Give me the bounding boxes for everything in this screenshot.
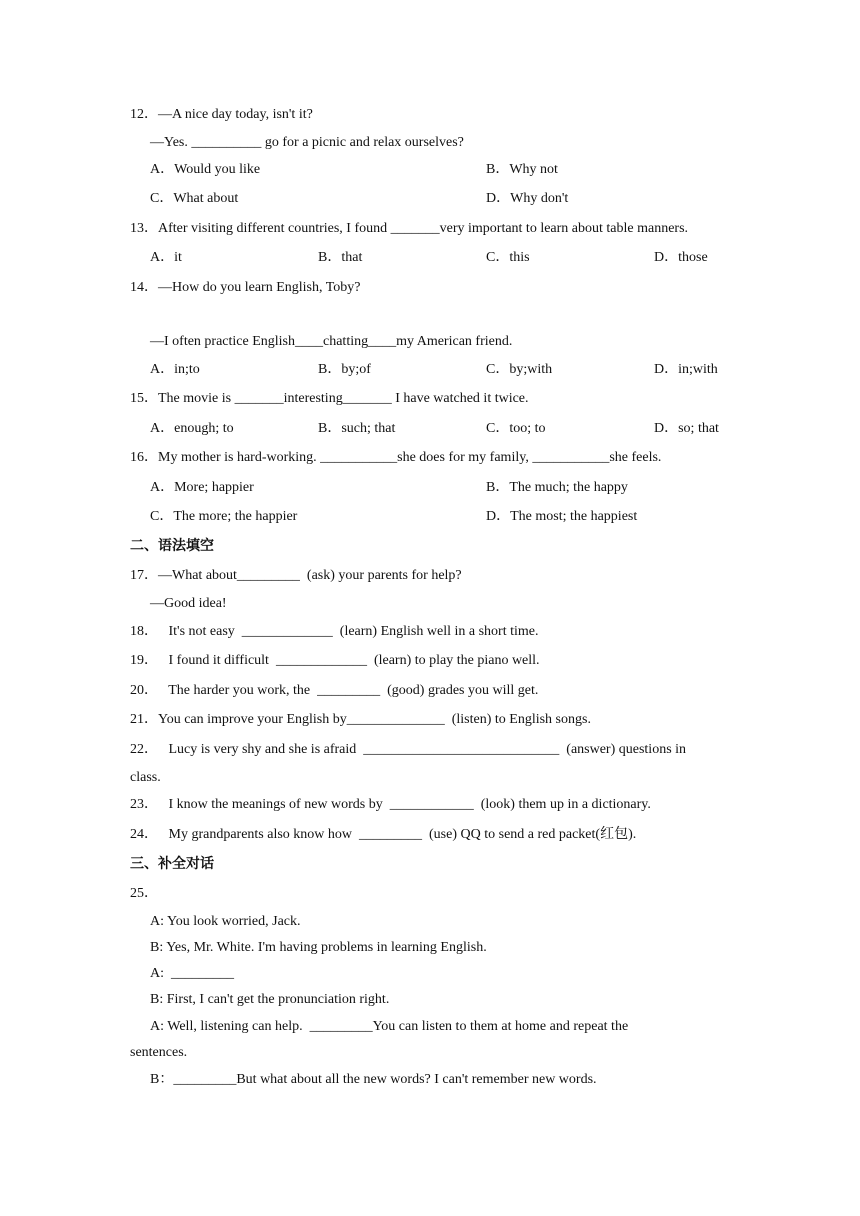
question-17-line2: —Good idea! — [150, 596, 227, 611]
question-13-option-c: C．this — [486, 250, 530, 265]
question-15-option-a: A．enough; to — [150, 421, 234, 436]
question-12-line2: —Yes. __________ go for a picnic and relax ourselves? — [150, 135, 464, 150]
question-23: 23． I know the meanings of new words by ____________ (look) them up in a dictionary. — [130, 797, 651, 812]
question-12-option-d: D．Why don't — [486, 191, 569, 206]
question-12-stem: 12．—A nice day today, isn't it? — [130, 107, 313, 122]
dialog-line-5: A: Well, listening can help. _________You can listen to them at home and repeat the — [150, 1019, 629, 1034]
question-14-stem: 14．—How do you learn English, Toby? — [130, 280, 361, 295]
question-14-option-c: C．by;with — [486, 362, 553, 377]
question-12-option-c: C．What about — [150, 191, 239, 206]
question-13-option-d: D．those — [654, 250, 708, 265]
question-13-stem: 13．After visiting different countries, I found _______very important to learn about table manners. — [130, 221, 689, 236]
question-19: 19． I found it difficult _____________ (learn) to play the piano well. — [130, 653, 540, 668]
dialog-line-2: B: Yes, Mr. White. I'm having problems in learning English. — [150, 940, 487, 955]
question-21: 21．You can improve your English by______________ (listen) to English songs. — [130, 712, 591, 727]
question-24: 24． My grandparents also know how _________ (use) QQ to send a red packet(红包). — [130, 827, 637, 842]
question-22-line1: 22． Lucy is very shy and she is afraid ____________________________ (answer) questions in — [130, 742, 687, 757]
question-16-stem: 16．My mother is hard-working. ___________she does for my family, ___________she feels. — [130, 450, 662, 465]
question-14-option-b: B．by;of — [318, 362, 371, 377]
question-15-option-b: B．such; that — [318, 421, 396, 436]
section-heading-dialogue: 三、补全对话 — [130, 856, 214, 872]
question-20: 20． The harder you work, the _________ (good) grades you will get. — [130, 683, 539, 698]
question-14-option-d: D．in;with — [654, 362, 718, 377]
question-15-stem: 15．The movie is _______interesting_______ I have watched it twice. — [130, 391, 529, 406]
dialog-line-4: B: First, I can't get the pronunciation right. — [150, 992, 390, 1007]
dialog-line-3: A: _________ — [150, 966, 234, 981]
question-12-option-a: A．Would you like — [150, 162, 261, 177]
question-16-option-a: A．More; happier — [150, 480, 254, 495]
dialog-line-6: B：_________But what about all the new words? I can't remember new words. — [150, 1072, 597, 1087]
question-18: 18． It's not easy _____________ (learn) English well in a short time. — [130, 624, 539, 639]
section-heading-grammar: 二、语法填空 — [130, 538, 214, 554]
question-17-line1: 17．—What about_________ (ask) your parents for help? — [130, 568, 462, 583]
question-22-line2: class. — [130, 770, 161, 785]
question-14-line2: —I often practice English____chatting____my American friend. — [150, 334, 513, 349]
question-16-option-d: D．The most; the happiest — [486, 509, 638, 524]
question-25-number: 25． — [130, 886, 158, 901]
question-12-option-b: B．Why not — [486, 162, 558, 177]
question-13-option-a: A．it — [150, 250, 182, 265]
dialog-line-5-continued: sentences. — [130, 1045, 188, 1060]
question-13-option-b: B．that — [318, 250, 363, 265]
dialog-line-1: A: You look worried, Jack. — [150, 914, 301, 929]
question-15-option-d: D．so; that — [654, 421, 719, 436]
question-16-option-c: C．The more; the happier — [150, 509, 298, 524]
question-15-option-c: C．too; to — [486, 421, 546, 436]
question-14-option-a: A．in;to — [150, 362, 200, 377]
question-16-option-b: B．The much; the happy — [486, 480, 628, 495]
